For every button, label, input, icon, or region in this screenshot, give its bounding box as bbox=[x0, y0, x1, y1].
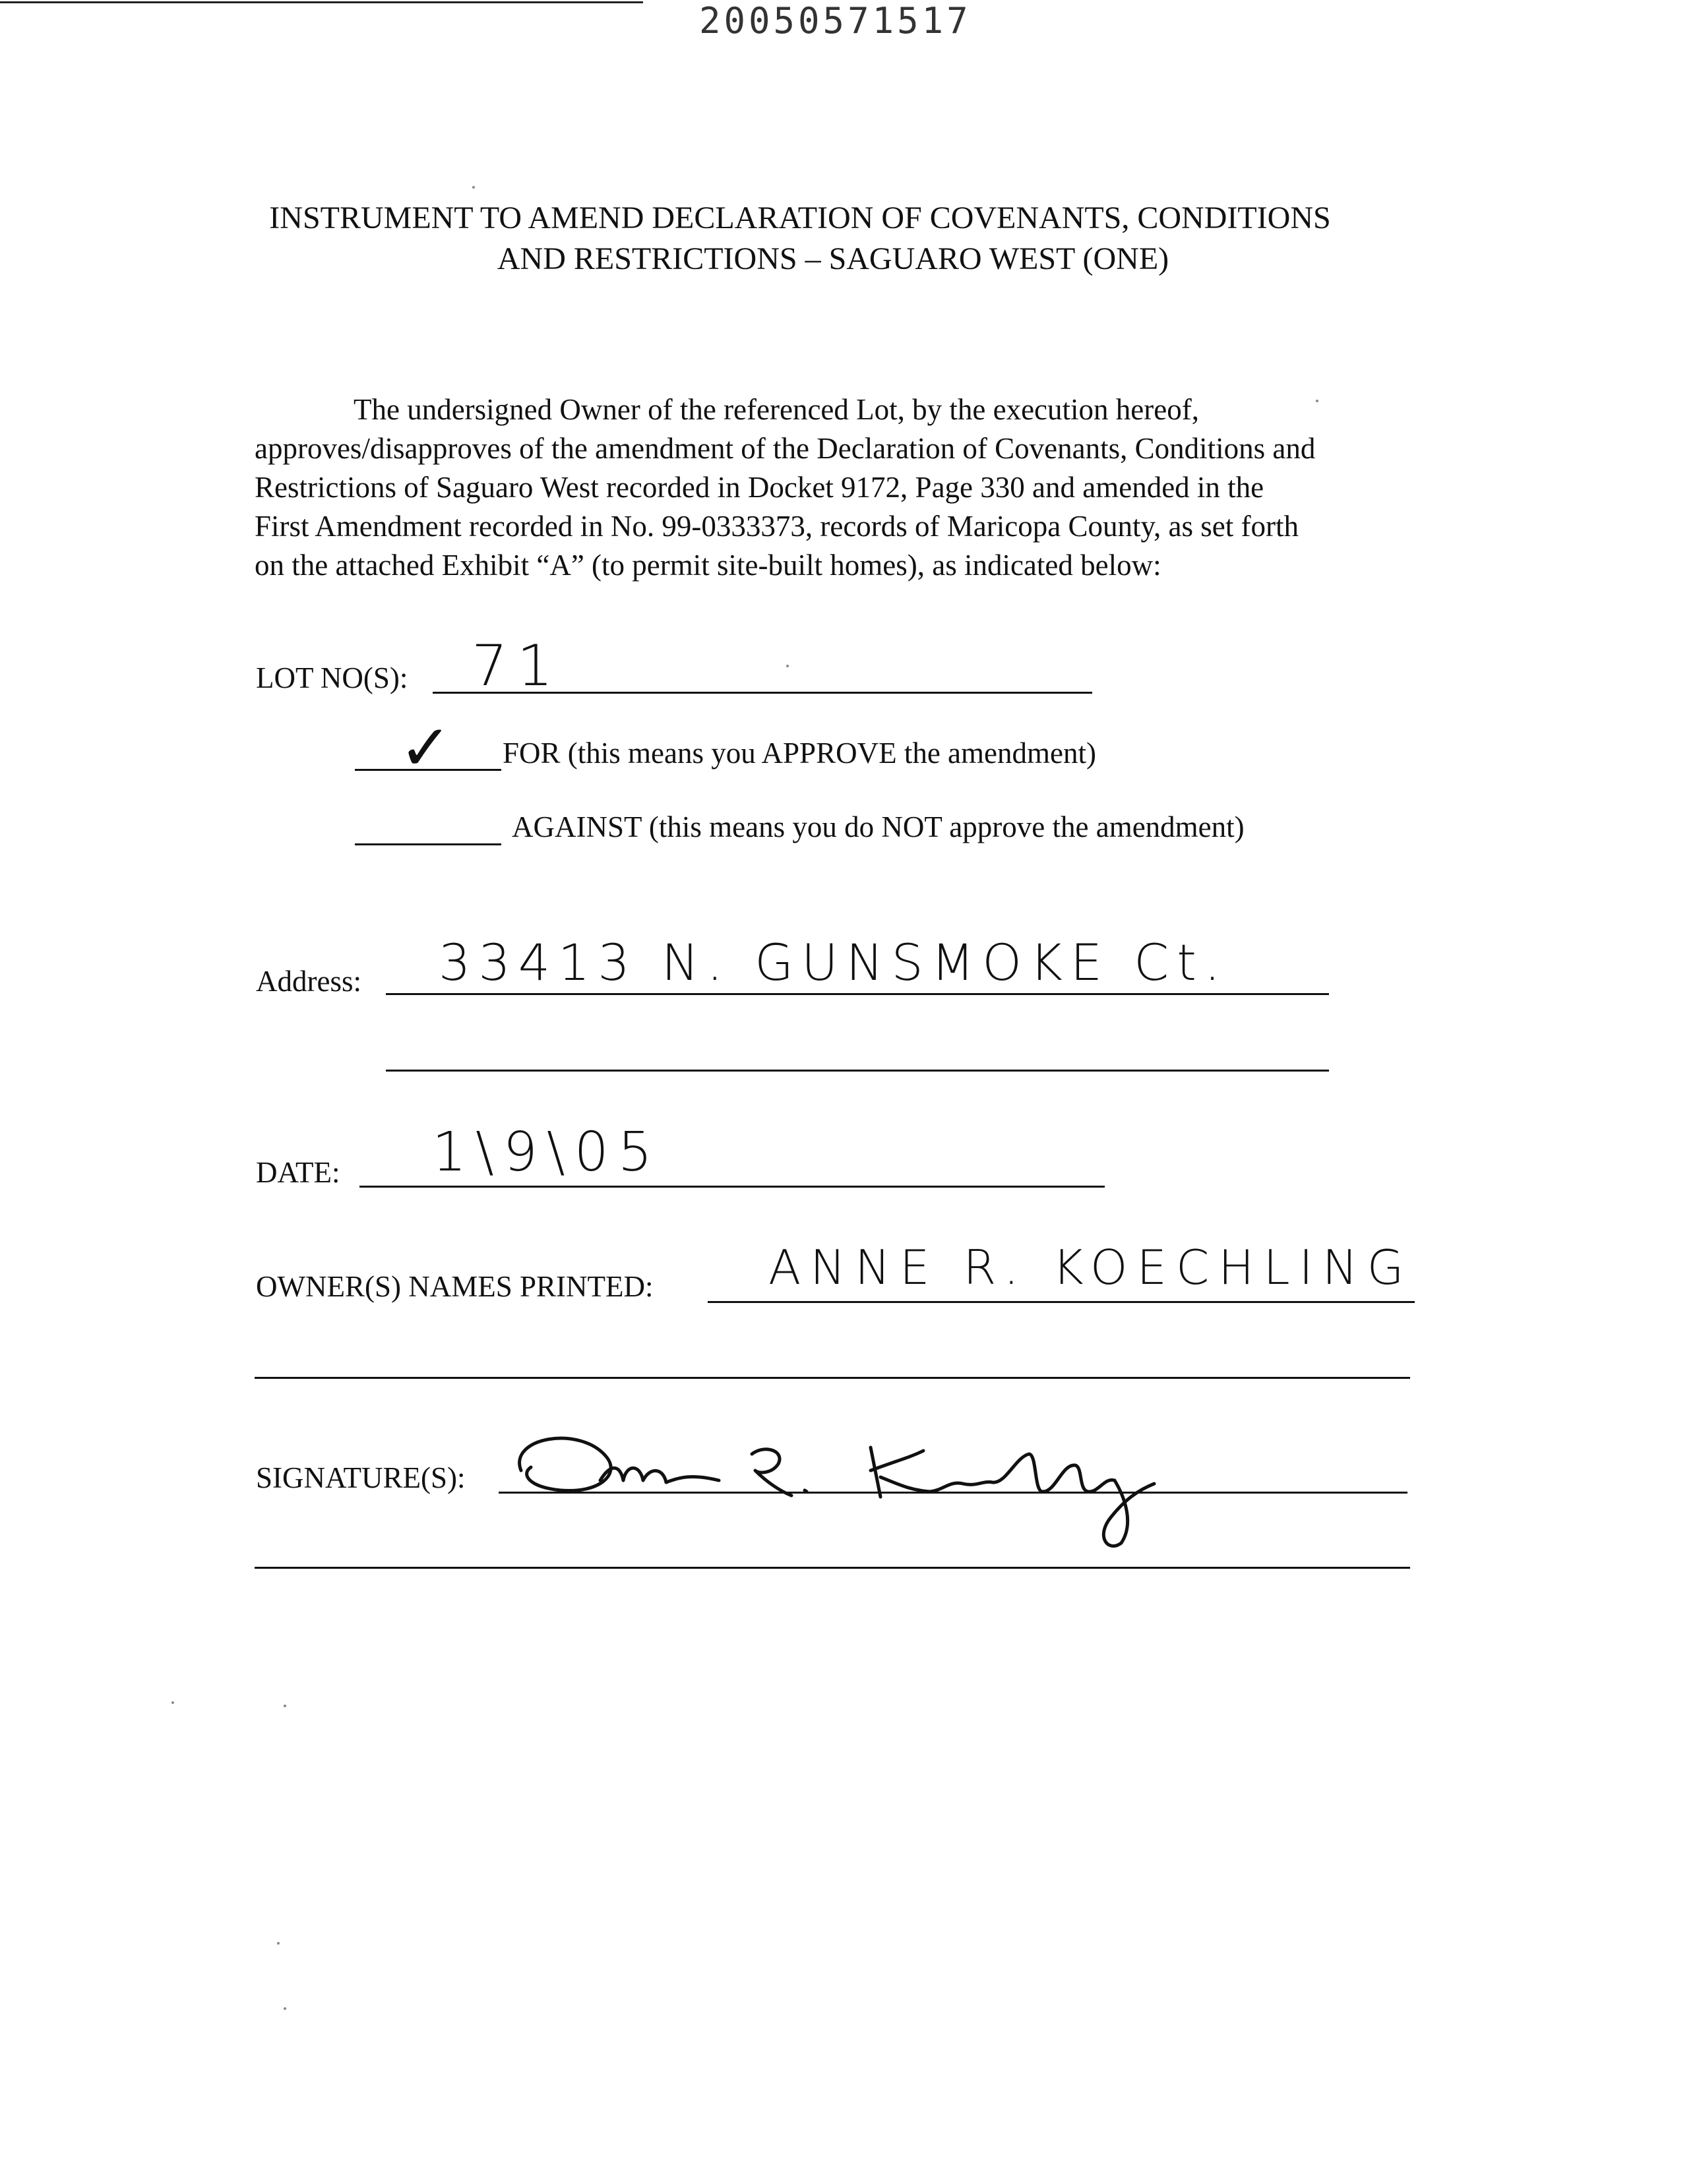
scan-speck bbox=[1316, 400, 1318, 402]
top-edge-rule bbox=[0, 1, 643, 3]
scan-speck bbox=[277, 1942, 280, 1945]
scan-speck bbox=[786, 665, 789, 667]
lot-value[interactable]: 71 bbox=[472, 633, 563, 699]
signature-rule-2 bbox=[255, 1567, 1410, 1569]
document-number: 20050571517 bbox=[699, 0, 972, 42]
lot-label: LOT NO(S): bbox=[256, 661, 408, 694]
date-value[interactable]: 1\9\05 bbox=[432, 1121, 662, 1184]
title-line-2: AND RESTRICTIONS – SAGUARO WEST (ONE) bbox=[497, 241, 1169, 276]
scan-speck bbox=[284, 2007, 286, 2010]
signature-label: SIGNATURE(S): bbox=[256, 1461, 466, 1494]
scan-speck bbox=[284, 1705, 286, 1707]
document-title bbox=[0, 198, 1699, 280]
address-value[interactable]: 33413 N. GUNSMOKE Ct. bbox=[439, 933, 1229, 992]
against-option-label: AGAINST (this means you do NOT approve the amendment) bbox=[512, 810, 1245, 843]
address-label: Address: bbox=[256, 965, 361, 998]
owner-names-label: OWNER(S) NAMES PRINTED: bbox=[256, 1270, 654, 1303]
body-line-3: Restrictions of Saguaro West recorded in Docket 9172, Page 330 and amended in the bbox=[255, 471, 1264, 504]
scan-speck bbox=[171, 1701, 174, 1704]
date-rule bbox=[359, 1186, 1105, 1188]
address-rule-1 bbox=[386, 993, 1329, 995]
owner-rule-1 bbox=[708, 1301, 1415, 1303]
owner-rule-2 bbox=[255, 1377, 1410, 1379]
body-paragraph bbox=[255, 390, 1448, 585]
against-rule bbox=[355, 843, 501, 845]
owner-names-value[interactable]: ANNE R. KOECHLING bbox=[768, 1240, 1413, 1295]
date-label: DATE: bbox=[256, 1156, 340, 1189]
for-option-label: FOR (this means you APPROVE the amendment) bbox=[503, 737, 1096, 770]
address-rule-2 bbox=[386, 1070, 1329, 1072]
body-line-5: on the attached Exhibit “A” (to permit site-built homes), as indicated below: bbox=[255, 549, 1161, 582]
for-checkmark[interactable]: ✓ bbox=[399, 711, 452, 785]
body-line-2: approves/disapproves of the amendment of the Declaration of Covenants, Conditions and bbox=[255, 432, 1316, 465]
body-line-4: First Amendment recorded in No. 99-0333373, records of Maricopa County, as set forth bbox=[255, 510, 1299, 543]
title-line-1: INSTRUMENT TO AMEND DECLARATION OF COVENANTS, CONDITIONS bbox=[269, 200, 1331, 235]
scan-speck bbox=[472, 186, 475, 189]
handwritten-signature[interactable] bbox=[501, 1418, 1200, 1550]
body-line-1: The undersigned Owner of the referenced Lot, by the execution hereof, bbox=[354, 393, 1199, 426]
